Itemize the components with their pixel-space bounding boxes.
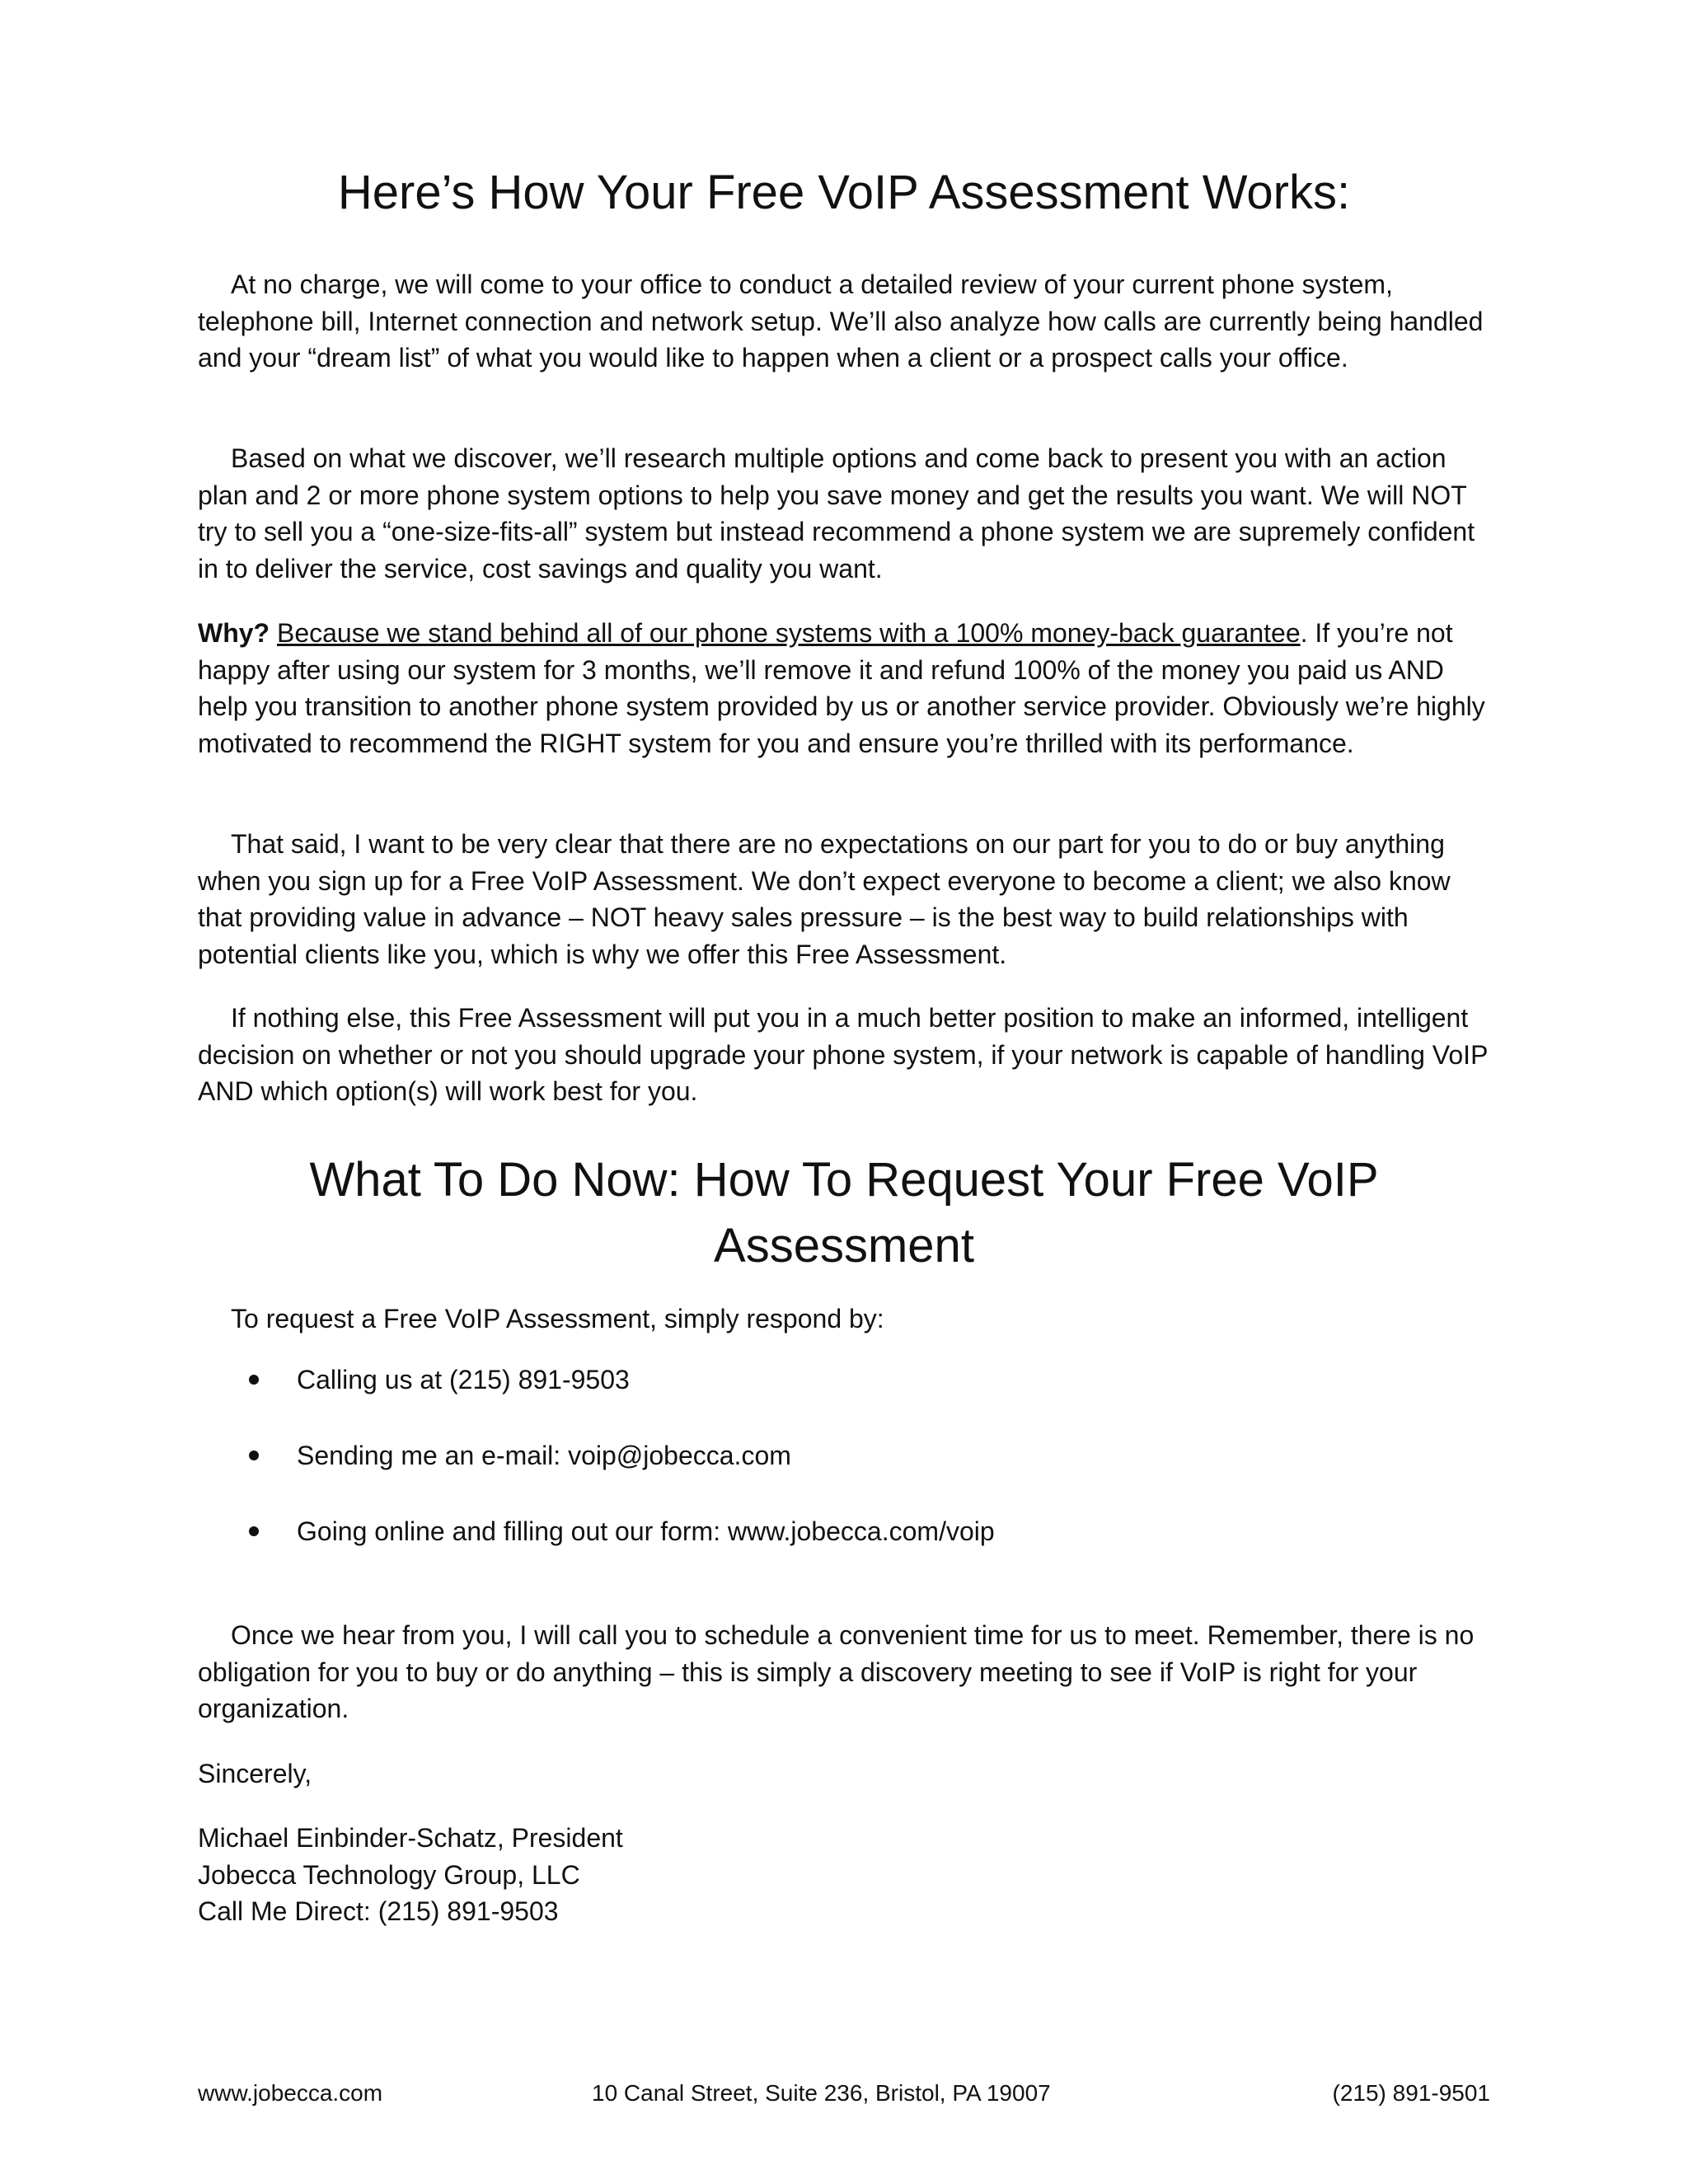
- section-title-what-to-do: [198, 1147, 1490, 1279]
- bullet-icon: [249, 1375, 259, 1385]
- list-item: [198, 1361, 1490, 1437]
- contact-email: Sending me an e-mail: voip@jobecca.com: [297, 1441, 791, 1470]
- contact-options-list: [198, 1361, 1490, 1589]
- footer-phone: (215) 891-9501: [1332, 2080, 1490, 2106]
- section-title-line-2: Assessment: [714, 1219, 974, 1272]
- paragraph-closing: Once we hear from you, I will call you to schedule a convenient time for us to meet. Remember, there is no obligation for you to buy or do anything – this is simply a discovery meeting to see if VoIP is right for your organization.: [198, 1620, 1475, 1723]
- paragraph-action-plan: Based on what we discover, we’ll research multiple options and come back to present you with an action plan and 2 or more phone system options to help you save money and get the results you want. We will NOT try to sell you a “one-size-fits-all” system but instead recommend a phone system we are supremely confident in to deliver the service, cost savings and quality you want.: [198, 443, 1475, 583]
- bullet-icon: [249, 1526, 259, 1536]
- why-lead: Why?: [198, 618, 270, 648]
- bullet-icon: [249, 1451, 259, 1460]
- signature-direct-phone: Call Me Direct: (215) 891-9503: [198, 1896, 559, 1926]
- signature-block: [198, 1820, 1490, 1930]
- list-item: [198, 1513, 1490, 1589]
- footer-website: www.jobecca.com: [198, 2080, 383, 2106]
- list-item: [198, 1437, 1490, 1513]
- section-title-line-1: What To Do Now: How To Request Your Free VoIP: [309, 1153, 1379, 1207]
- paragraph-office-review: At no charge, we will come to your office to conduct a detailed review of your current phone system, telephone bill, Internet connection and network setup. We’ll also analyze how calls are currently being handled and your “dream list” of what you would like to happen when a client or a prospect calls your office.: [198, 269, 1484, 373]
- contact-web-form: Going online and filling out our form: www.jobecca.com/voip: [297, 1516, 995, 1546]
- footer-address: 10 Canal Street, Suite 236, Bristol, PA 19007: [592, 2080, 1051, 2106]
- sincerely: Sincerely,: [198, 1759, 312, 1788]
- paragraph-no-expectations: That said, I want to be very clear that there are no expectations on our part for you to do or buy anything when you sign up for a Free VoIP Assessment. We don’t expect everyone to become a client; we also know that providing value in advance – NOT heavy sales pressure – is the best way to build relationships with potential clients like you, which is why we offer this Free Assessment.: [198, 829, 1451, 969]
- paragraph-informed-decision: If nothing else, this Free Assessment will put you in a much better position to make an informed, intelligent decision on whether or not you should upgrade your phone system, if your network is capable of handling VoIP AND which option(s) will work best for you.: [198, 1003, 1488, 1106]
- guarantee-statement: Because we stand behind all of our phone systems with a 100% money-back guarantee: [276, 618, 1301, 648]
- paragraph-guarantee: [198, 615, 1490, 762]
- document-page: [198, 0, 1490, 2184]
- signature-name: Michael Einbinder-Schatz, President: [198, 1823, 623, 1853]
- guarantee-details: . If you’re not happy after using our system for 3 months, we’ll remove it and refund 100% of the money you paid us AND help you transition to another phone system provided by us or another service provider. Obviously we’re highly motivated to recommend the RIGHT system for you and ensure you’re thrilled with its performance.: [198, 618, 1485, 758]
- section-title-assessment: Here’s How Your Free VoIP Assessment Works:: [337, 166, 1351, 219]
- signature-company: Jobecca Technology Group, LLC: [198, 1859, 580, 1890]
- contact-phone: Calling us at (215) 891-9503: [297, 1365, 630, 1394]
- paragraph-request-intro: To request a Free VoIP Assessment, simply respond by:: [231, 1304, 884, 1333]
